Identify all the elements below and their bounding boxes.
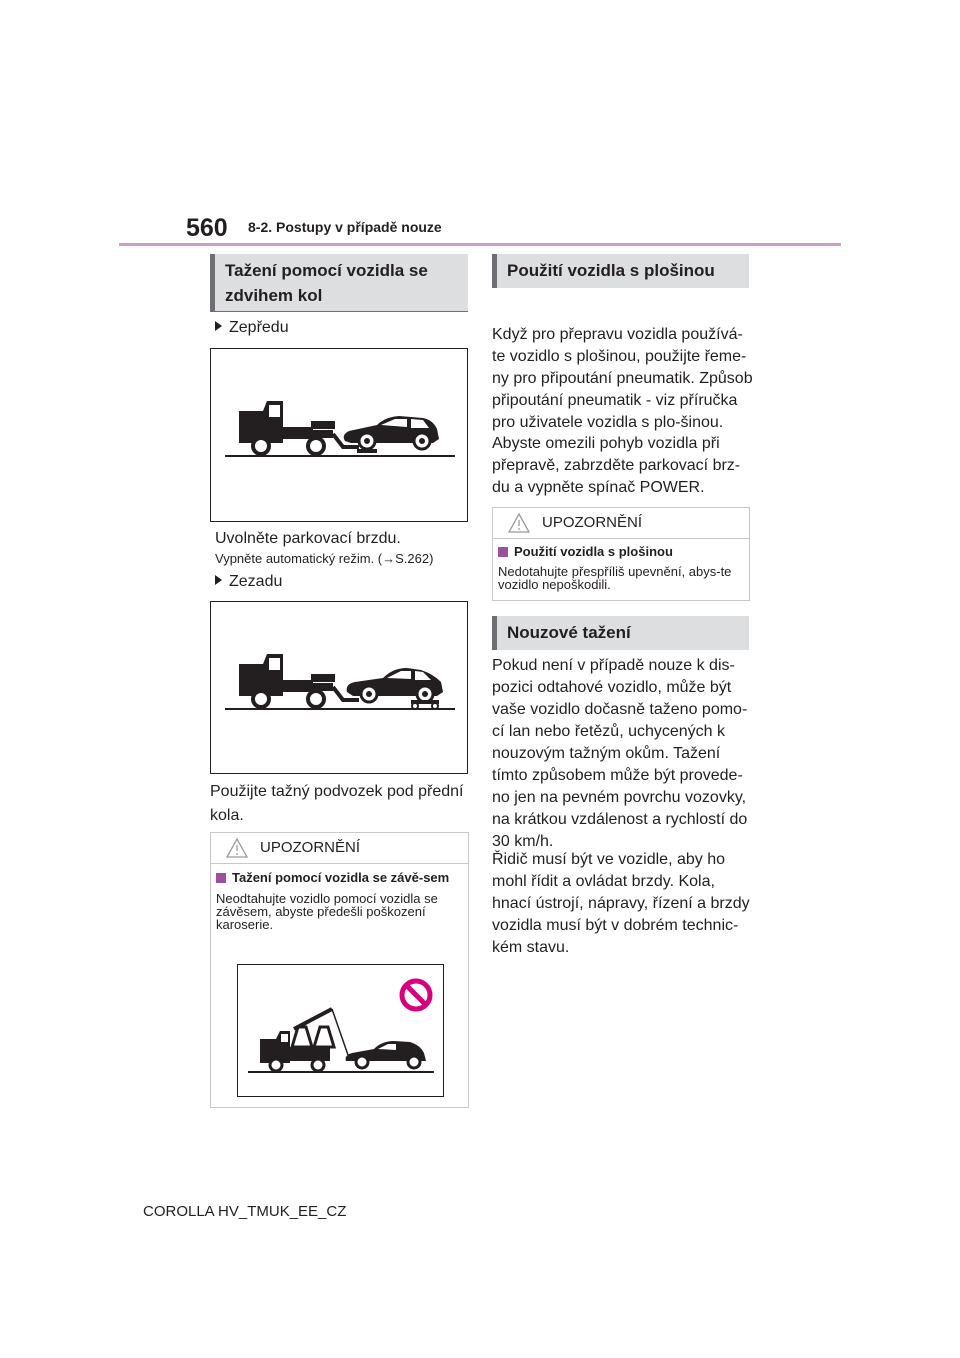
footer-model-code: COROLLA HV_TMUK_EE_CZ	[143, 1203, 347, 1220]
emergency-paragraph-2: Řidič musí být ve vozidle, aby ho mohl řídit a ovládat brzdy. Kola, hnací ústrojí, nápravy, řízení a brzdy vozidla musí být v dobrém technic-kém stavu.	[492, 851, 750, 956]
caution-subtitle-text: Použití vozidla s plošinou	[514, 544, 673, 559]
figure-front-tow	[210, 348, 468, 522]
sling-tow-prohibited-illustration	[238, 965, 443, 1096]
flatbed-paragraph-1: Když pro přepravu vozidla používá-te vozidlo s plošinou, použijte řeme-ny pro připoutání pneumatik. Způsob připoutání pneumatik - viz příručka pro uživatele vozidla s plo-šinou.	[492, 326, 753, 431]
caution-header	[493, 508, 749, 539]
emergency-paragraph-1: Pokud není v případě nouze k dis-pozici odtahové vozidlo, může být vaše vozidlo dočasně taženo pomo-cí lan nebo řetězů, uchycených k nouzovým tažným okům. Tažení tímto způsobem může být provede-no jen na pevném povrchu vozovky, na krátkou vzdálenost a rychlostí do 30 km/h.	[492, 657, 748, 850]
page-number: 560	[186, 214, 228, 242]
front-note: Vypněte automatický režim. (→S.262)	[215, 551, 434, 566]
square-bullet-icon	[498, 547, 508, 557]
caution-header	[211, 833, 468, 864]
front-label-text: Zepředu	[229, 319, 289, 336]
triangle-bullet-icon	[215, 321, 222, 331]
warning-triangle-icon	[225, 837, 249, 859]
caution-box-wheel-lift	[210, 832, 469, 1108]
figure-rear-tow	[210, 601, 468, 774]
front-label	[215, 319, 289, 337]
caution-title: UPOZORNĚNÍ	[260, 839, 361, 856]
heading-flatbed: Použití vozidla s plošinou	[492, 254, 749, 288]
figure-sling-tow-prohibited	[237, 964, 444, 1097]
caution-box-flatbed	[492, 507, 750, 601]
front-text: Uvolněte parkovací brzdu.	[215, 530, 401, 547]
caution-text: Nedotahujte přespříliš upevnění, abys-te vozidlo nepoškodili.	[498, 564, 732, 592]
wheel-lift-front-tow-illustration	[211, 349, 467, 521]
rear-label	[215, 573, 282, 591]
heading-emergency-towing: Nouzové tažení	[492, 616, 749, 650]
triangle-bullet-icon	[215, 575, 222, 585]
rear-text: Použijte tažný podvozek pod přední kola.	[210, 783, 464, 824]
square-bullet-icon	[216, 873, 226, 883]
caution-subtitle-text: Tažení pomocí vozidla se závě-sem	[232, 870, 450, 885]
wheel-lift-rear-tow-illustration	[211, 602, 467, 773]
header-rule	[119, 243, 841, 246]
section-title: 8-2. Postupy v případě nouze	[248, 219, 442, 235]
prohibited-icon	[402, 981, 430, 1009]
rear-label-text: Zezadu	[229, 573, 283, 590]
caution-subtitle	[498, 545, 743, 559]
caution-title: UPOZORNĚNÍ	[542, 514, 643, 531]
caution-subtitle	[216, 871, 452, 885]
caution-text: Neodtahujte vozidlo pomocí vozidla se závěsem, abyste předešli poškození karoserie.	[216, 891, 438, 932]
warning-triangle-icon	[507, 512, 531, 534]
heading-wheel-lift-towing: Tažení pomocí vozidla se zdvihem kol	[210, 254, 468, 312]
flatbed-paragraph-2: Abyste omezili pohyb vozidla při přepravě, zabrzděte parkovací brz-du a vypněte spínač POWER.	[492, 435, 741, 496]
